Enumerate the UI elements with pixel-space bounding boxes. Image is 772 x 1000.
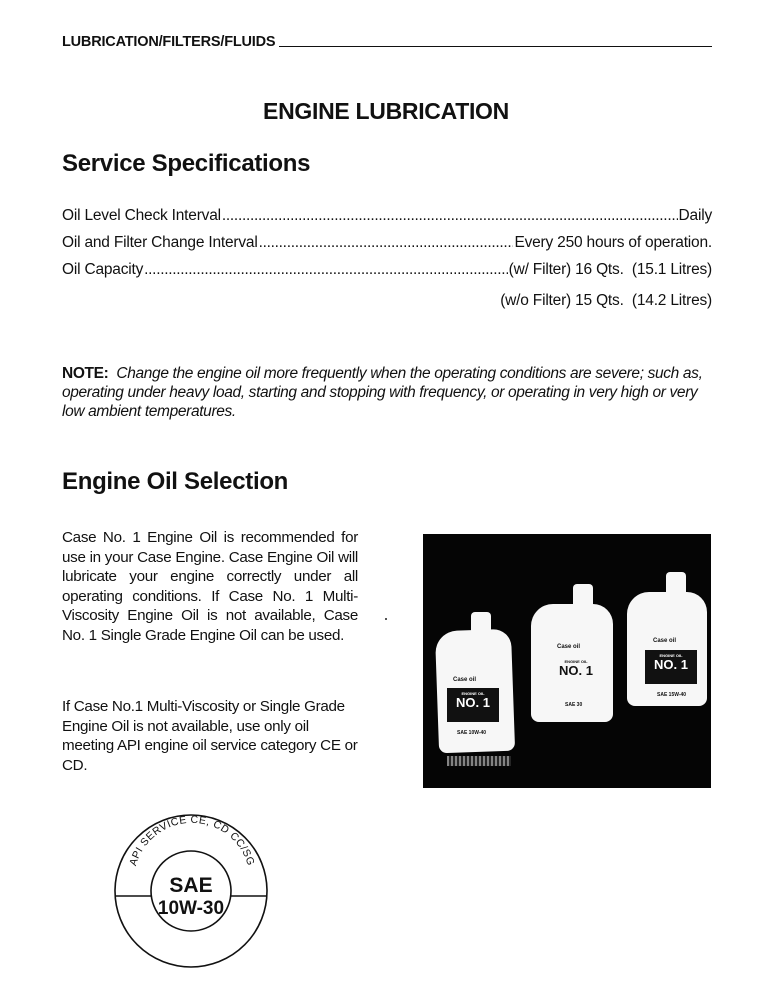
- spec-value: Every 250 hours of operation.: [514, 234, 712, 251]
- spec-label: Oil Capacity: [62, 261, 144, 278]
- api-service-symbol: [112, 812, 270, 970]
- spec-row-oil-capacity: [62, 261, 712, 283]
- spec-value: (w/ Filter) 16 Qts. (15.1 Litres): [508, 261, 712, 278]
- note-block: [62, 364, 717, 421]
- note-text: Change the engine oil more frequently when the operating conditions are severe; such as, operating under heavy load, starting and stopping with frequency, or operating in very high or very low ambient temperatures.: [62, 365, 703, 420]
- oil-selection-paragraph-1: Case No. 1 Engine Oil is recommended for use in your Case Engine. Case Engine Oil will lubricate your engine correctly under all operating conditions. If Case No. 1 Multi-Viscosity Engine Oil is not available, Case No. 1 Single Grade Engine Oil can be used.: [62, 529, 358, 644]
- bottle-label: ENGINE OIL NO. 1: [645, 650, 697, 684]
- oil-selection-paragraph-2: If Case No.1 Multi-Viscosity or Single Grade Engine Oil is not available, use only oil meeting API engine oil service category CE or CD.: [62, 698, 358, 774]
- leader-dots: [144, 261, 507, 279]
- scan-speck: [385, 618, 387, 620]
- bottle-grade: SAE 10W-40: [457, 730, 487, 736]
- spec-row-oil-level: [62, 207, 712, 229]
- spec-value: Daily: [678, 207, 712, 224]
- bottle-label: ENGINE OIL NO. 1: [551, 656, 601, 682]
- api-center-sae: SAE: [169, 874, 213, 897]
- oil-bottles-photo: [423, 534, 711, 788]
- api-ring-text: API SERVICE CE, CD CC/SG: [127, 813, 257, 868]
- engine-oil-selection-heading: Engine Oil Selection: [62, 468, 289, 495]
- api-center-grade: 10W-30: [157, 898, 225, 919]
- oil-bottle-3: [627, 592, 707, 706]
- reflection: [447, 756, 511, 766]
- section-header-text: LUBRICATION/FILTERS/FLUIDS: [62, 34, 276, 50]
- header-rule: [279, 46, 712, 47]
- page-title: ENGINE LUBRICATION: [263, 98, 509, 124]
- spec-oil-capacity-continuation: (w/o Filter) 15 Qts. (14.2 Litres): [500, 292, 712, 309]
- spec-label: Oil Level Check Interval: [62, 207, 221, 224]
- leader-dots: [222, 207, 678, 225]
- bottle-grade: SAE 15W-40: [657, 692, 687, 698]
- spec-label: Oil and Filter Change Interval: [62, 234, 258, 251]
- bottle-grade: SAE 30: [565, 702, 583, 708]
- spec-row-change-interval: [62, 234, 712, 256]
- bottle-label: ENGINE OIL NO. 1: [447, 688, 499, 722]
- bottle-brand: Case oil: [557, 644, 581, 650]
- note-label: NOTE:: [62, 365, 109, 382]
- section-header: [62, 34, 712, 50]
- bottle-brand: Case oil: [453, 677, 477, 683]
- leader-dots: [259, 234, 514, 252]
- service-specifications-heading: Service Specifications: [62, 150, 311, 177]
- bottle-brand: Case oil: [653, 638, 677, 644]
